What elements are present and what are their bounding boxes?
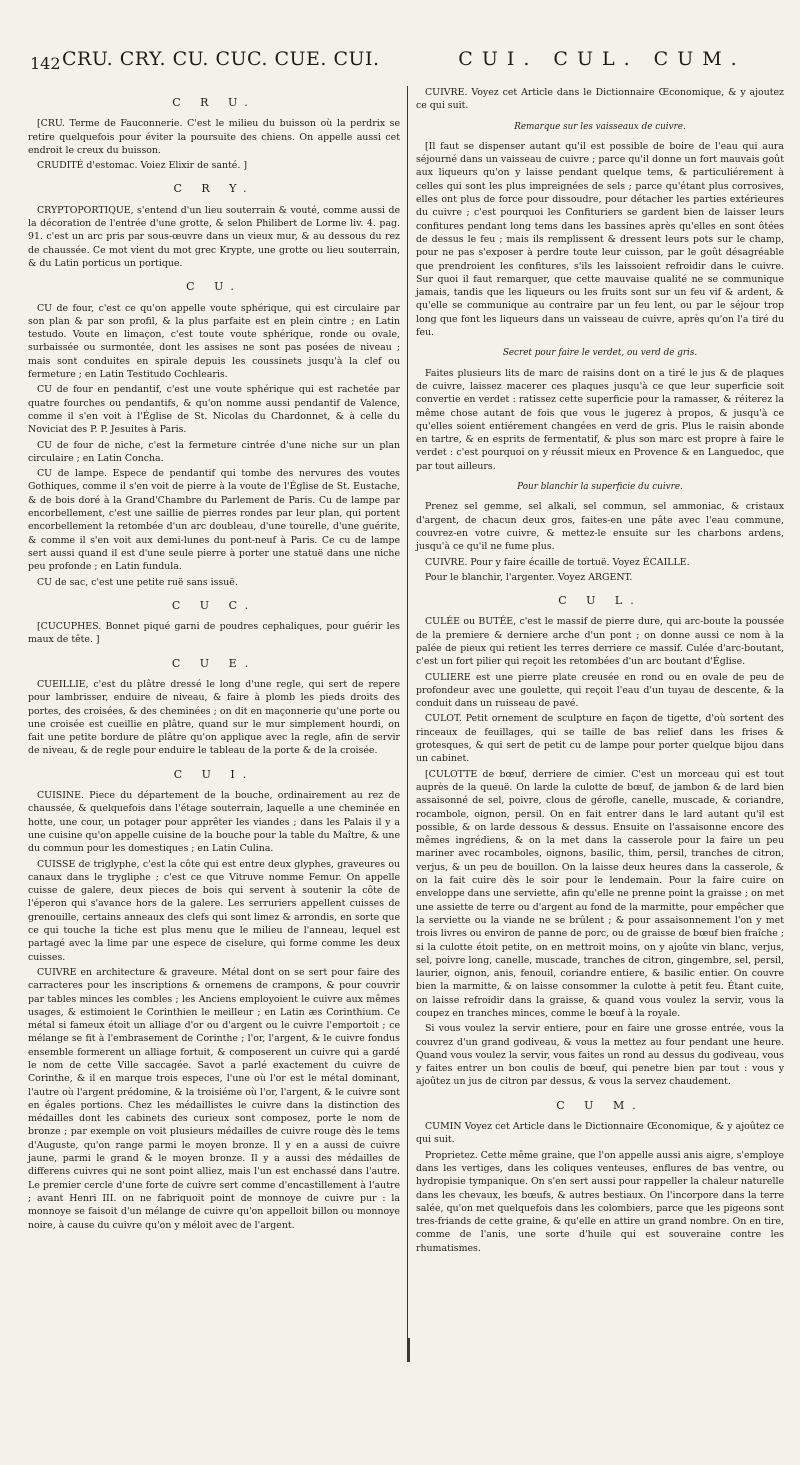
entry-cumin: CUMIN Voyez cet Article dans le Dictionnaire Œconomique, & y ajoûtez ce qui suit. (416, 1121, 784, 1146)
entry-cucuphes: [CUCUPHES. Bonnet piqué garni de poudres cephaliques, pour guérir les maux de tête. ] (28, 621, 400, 646)
entry-cu-de-four-niche: CU de four de niche, c'est la fermeture cintrée d'une niche sur un plan circulaire ; en Latin Concha. (28, 439, 400, 464)
entry-cuisse: CUISSE de triglyphe, c'est la côte qui est entre deux glyphes, graveures ou canaux dans le trygliphe ; c'est ce que Vitruve nomme Femur. On appelle cuisse de galere, deux pieces de bois qui servent à soutenir la côte de l'éperon qui s'avance hors de la galere. Les serruriers appellent cuisses de grenouille, certains anneaux des clefs qui sont limez & arrondis, en sorte que ce qui touche la tiche est plus menu que le milieu de l'anneau, lequel est partagé avec la lime par une espece de ciselure, qui forme comme les deux cuisses. (28, 858, 400, 963)
entry-crudite: CRUDITÉ d'estomac. Voiez Elixir de santé. ] (37, 160, 247, 172)
entry-cumin-proprietez: Proprietez. Cette même graine, que l'on appelle aussi anis aigre, s'employe dans les vertiges, dans les coliques venteuses, enflures de bas ventre, ou hydropisie tympanique. On s'en sert aussi pour rappeller la chaleur naturelle dans les chevaux, les bœufs, & autres bestiaux. On l'incorpore dans la terre salée, qu'on met quelquefois dans les colombiers, parce que les pigeons sont tres-friands de cette graine, & qu'elle en attire un grand nombre. On en tire, comme de l'anis, une sorte d'huile qui est souveraine contre les rhumatismes. (416, 1149, 784, 1254)
entry-cuivre-argent: Pour le blanchir, l'argenter. Voyez ARGENT. (425, 571, 633, 583)
entry-cu-de-four: CU de four, c'est ce qu'on appelle voute sphérique, qui est circulaire par son plan & par son profil, & la plus parfaite est en plein cintre ; en Latin testudo. Voute en limaçon, c'est toute voute sphérique, ronde ou ovale, surbaissée ou surmontée, dont les assises ne sont pas posées de niveau ; mais sont conduites en spirale depuis les coussinets jusqu'à la clef ou fermeture ; en Latin Testitudo Cochlearis. (28, 302, 400, 381)
section-heading-cui: C U I. (173, 767, 255, 781)
entry-remarque: [Il faut se dispenser autant qu'il est possible de boire de l'eau qui aura séjourné dans un vaisseau de cuivre ; parce qu'il donne un fort mauvais goût aux liqueurs qu'on y laisse pendant quelque tems, & particuliérement à celles qui sont les plus impreignées de sels ; parce qu'étant plus corrosives, elles ont plus de force pour dissoudre, pour détacher les parties extérieures du cuivre ; c'est pourquoi les Confituriers se gardent bien de laisser leurs confitures pendant long tems dans les bassines après qu'elles en sont ôtées de dessus le feu ; mais ils remplissent & dressent leurs pots sur le champ, pour ne pas s'exposer à perdre toute leur cuisson, par le goût désagréable que prendroient les confitures, s'ils les laissoient refroidir dans le cuivre. Sur quoi il faut remarquer, que cette mauvaise qualité ne se communique jamais, tandis que les liqueurs ou les fruits sont sur un feu vif & ardent, & qu'elle se communique au contraire par un feu lent, ou par le séjour trop long que font les liqueurs dans un vaisseau de cuivre, après qu'on l'a tiré du feu. (416, 140, 784, 339)
entry-culee: CULÉE ou BUTÉE, c'est le massif de pierre dure, qui arc-boute la poussée de la premiere & derniere arche d'un pont ; on donne aussi ce nom à la palée de pieux qui retient les terres derriere ce massif. Culée d'arc-boutant, c'est un fort pilier qui reçoit les retombées d'un arc boutant d'Église. (416, 616, 784, 668)
entry-cryptoportique: CRYPTOPORTIQUE, s'entend d'un lieu souterrain & vouté, comme aussi de la décoration de l'entrée d'une grotte, & selon Philibert de Lorme liv. 4. pag. 91. c'est un arc pris par sous-œuvre dans un vieux mur, & au dessous du rez de chaussée. Ce mot vient du mot grec Krypte, une grotte ou lieu souterrain, & du Latin porticus un portique. (28, 204, 400, 269)
entry-cuivre-intro: CUIVRE. Voyez cet Article dans le Dictionnaire Œconomique, & y ajoutez ce qui suit. (416, 87, 784, 112)
entry-culiere: CULIERE est une pierre plate creusée en rond ou en ovale de peu de profondeur avec une goulette, qui reçoit l'eau d'un tuyau de descente, & la conduit dans un ruisseau de pavé. (416, 671, 784, 710)
entry-cru: [CRU. Terme de Fauconnerie. C'est le milieu du buisson où la perdrix se retire quelquefois pour éviter la poursuite des chiens. On appelle aussi cet endroit le creux du buisson. (28, 118, 400, 156)
entry-cuisine: CUISINE. Piece du département de la bouche, ordinairement au rez de chaussée, & quelquefois dans l'étage souterrain, laquelle a une cheminée en hotte, une cour, un potager pour apprêter les viandes ; dans les Palais il y a une cuisine qu'on appelle cuisine de la bouche pour la table du Maître, & une du commun pour les domestiques ; en Latin Culina. (28, 790, 400, 855)
entry-cuivre: CUIVRE en architecture & graveure. Métal dont on se sert pour faire des carracteres pour les inscriptions & ornemens de crampons, & pour couvrir par tables minces les combles ; les Anciens employoient le cuivre aux mêmes usages, & estimoient le Corinthien le meilleur ; en Latin æs Corinthium. Ce métal si fameux étoit un alliage d'or ou d'argent ou le cuivre l'emportoit ; ce mélange se fit à l'embrasement de Corinthe ; l'or, l'argent, & le cuivre fondus ensemble formerent un alliage fortuit, & composerent un cuivre qui a gardé le nom de cette Ville saccagée. Savot a parlé exactement du cuivre de Corinthe, & il en marque trois especes, l'une où l'or est le métal dominant, l'autre où l'argent prédomine, & la troisiéme où l'or, l'argent, & le cuivre sont en égales portions. Chez les médaillistes le cuivre dans la distinction des médailles dont les cabinets des curieux sont composez, porte le nom de bronze ; par exemple on voit plusieurs médailles de cuivre rouge dès le tems d'Auguste, qu'on range parmi le moyen bronze. Il y en a aussi de cuivre jaune, parmi le grand & le moyen bronze. Il y a aussi des médailles de differens cuivres qui ne sont point alliez, mais l'un est enchassé dans l'autre. Le premier cercle d'une forte de cuivre sert comme d'encastillement à l'autre ; avant Henri III. on ne fabriquoit point de monnoye de cuivre pur : la monnoye se faisoit d'un mélange de cuivre qu'on appelloit billon ou monnoye noire, à cause du cuivre qu'on y méloit avec de l'argent. (28, 966, 400, 1231)
entry-cu-de-lampe: CU de lampe. Espece de pendantif qui tombe des nervures des voutes Gothiques, comme il s'en voit de pierre à la voute de l'Église de St. Eustache, & de bois doré à la Grand'Chambre du Parlement de Paris. Cu de lampe par encorbellement, c'est une saillie de pierres rondes par leur plan, qui portent encorbellement la retombée d'un arc doubleau, d'une tourelle, d'une guérite, & comme il s'en voit aux demi-lunes du pont-neuf à Paris. Ce cu de lampe sert aussi quand il est d'une seule pierre à porter une statuë dans une niche peu profonde ; en Latin fundula. (28, 468, 400, 573)
entry-blanchir: Prenez sel gemme, sel alkali, sel commun, sel ammoniac, & cristaux d'argent, de chacun deux gros, faites-en une pâte avec l'eau commune, couvrez-en votre cuivre, & mettez-le ensuite sur les charbons ardens, jusqu'à ce qu'il ne fume plus. (416, 501, 784, 553)
running-head-left: CRU. CRY. CU. CUC. CUE. CUI. (62, 48, 380, 70)
entry-verdet: Faites plusieurs lits de marc de raisins dont on a tiré le jus & de plaques de cuivre, laissez macerer ces plaques jusqu'à ce que leur superficie soit convertie en verdet : ratissez cette superficie pour la ramasser, & réiterez la même chose autant de fois que vous le jugerez à propos, & jusqu'à ce qu'elles soient entiérement changées en verd de gris. Plus le raisin abonde en tartre, & en esprits de fermentatif, & plus son marc est propre à faire le verdet : c'est pourquoi on y réussit mieux en Provence & en Languedoc, que par tout ailleurs. (416, 367, 784, 472)
right-column (416, 86, 784, 1257)
subheading-blanchir: Pour blanchir la superficie du cuivre. (517, 482, 683, 493)
section-heading-cum: C U M. (556, 1098, 644, 1112)
entry-cu-de-sac: CU de sac, c'est une petite ruë sans issuë. (37, 576, 238, 588)
running-head-right: CUI. CUL. CUM. (458, 48, 746, 70)
entry-cuivre-ecaille: CUIVRE. Pour y faire écaille de tortuë. Voyez ÉCAILLE. (425, 556, 690, 568)
section-heading-cu: C U. (186, 280, 242, 294)
subheading-remarque: Remarque sur les vaisseaux de cuivre. (514, 121, 686, 132)
section-heading-cue: C U E. (171, 656, 257, 670)
page-number: 142 (30, 54, 61, 73)
section-heading-cul: C U L. (558, 594, 642, 608)
section-heading-cry: C R Y. (173, 182, 255, 196)
entry-cu-de-four-pendantif: CU de four en pendantif, c'est une voute sphérique qui est rachetée par quatre fourches ou pendantifs, & qu'on nomme aussi pendantif de Valence, comme il s'en voit à l'Église de St. Nicolas du Chardonnet, & à celle du Noviciat des P. P. Jesuites à Paris. (28, 384, 400, 436)
column-divider-end (407, 1338, 410, 1362)
page-header (0, 44, 800, 84)
section-heading-cuc: C U C. (171, 598, 257, 612)
section-heading-cru: C R U. (172, 96, 256, 109)
column-divider (407, 86, 408, 1341)
entry-culot: CULOT. Petit ornement de sculpture en façon de tigette, d'où sortent des rinceaux de feuillages, qui se taille de bas relief dans les frises & grotesques, & qui sert de petit cu de lampe pour porter quelque bijou dans un cabinet. (416, 713, 784, 765)
left-column (28, 86, 400, 1234)
subheading-verdet: Secret pour faire le verdet, ou verd de gris. (502, 348, 698, 359)
entry-culotte: [CULOTTE de bœuf, derriere de cimier. C'est un morceau qui est tout auprès de la queuë. On larde la culotte de bœuf, de jambon & de lard bien assaisonné de sel, poivre, clous de gérofle, canelle, muscade, & coriandre, rocambole, oignon, persil. On en fait entrer dans le lard autant qu'il est possible, & on larde dessous & dessus. Ensuite on l'assaisonne encore des mêmes ingrédiens, & on la met dans la casserole pour la faire un peu mariner avec rocamboles, oignons, basilic, thim, persil, tranches de citron, verjus, & un peu de bouillon. On la laisse deux heures dans la casserole, & on la fait cuire dès le soir pour le lendemain. Pour la faire cuire on enveloppe dans une serviette, afin qu'elle ne prenne point la graisse ; on met une assiette de terre ou d'argent au fond de la marmitte, pour empêcher que la serviette ou la viande ne se brûlent ; & pour assaisonnement l'on y met trois livres ou environ de panne de porc, ou de graisse de bœuf bien fraîche ; si la culotte étoit petite, on en mettroit moins, on y ajoûte vin blanc, verjus, sel, poivre long, canelle, muscade, tranches de citron, gingembre, sel, persil, laurier, oignon, anis, fenouil, coriandre entiere, & basilic entier. On couvre bien la marmitte, & on laisse consommer la culotte à petit feu. Étant cuite, on laisse refroidir dans la graisse, & quand vous voulez la servir, vous la coupez en tranches minces, comme le bœuf à la royale. (416, 768, 784, 1019)
entry-cueillie: CUEILLIE, c'est du plâtre dressé le long d'une regle, qui sert de repere pour lambrisser, enduire de niveau, & faire à plomb les pieds droits des portes, des croisées, & des cheminées ; on dit en maçonnerie qu'une porte ou une croisée est cueillie en plâtre, quand sur le mur simplement hourdi, on fait une petite bordure de plâtre qu'on applique avec la regle, afin de servir de niveau, & de regle pour enduire le tableau de la porte & de la croisée. (28, 678, 400, 757)
entry-culotte-servir: Si vous voulez la servir entiere, pour en faire une grosse entrée, vous la couvrez d'un grand godiveau, & vous la mettez au four pendant une heure. Quand vous voulez la servir, vous faites un rond au dessus du godiveau, vous y faites entrer un bon coulis de bœuf, qui penetre bien par tout : vous y ajoûtez un jus de citron par dessus, & vous la servez chaudement. (416, 1023, 784, 1088)
